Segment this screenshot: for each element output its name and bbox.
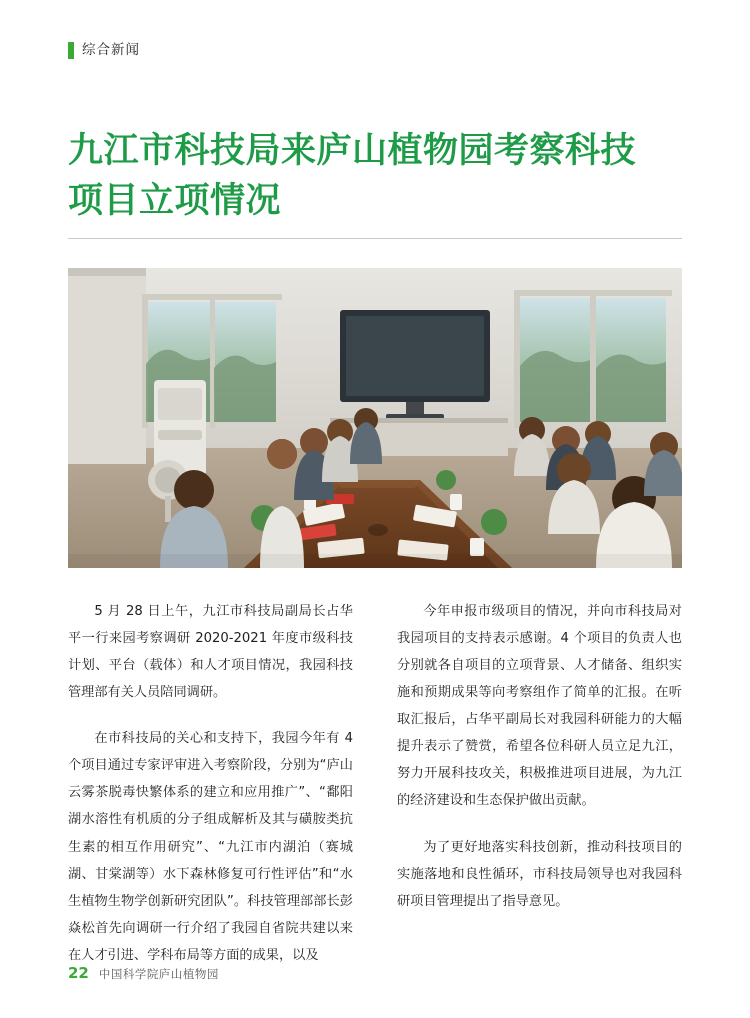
paragraph: 今年申报市级项目的情况，并向市科技局对我园项目的支持表示感谢。4 个项目的负责人也分别就各自项目的立项背景、人才储备、组织实施和预期成果等向考察组作了简单的汇报。在听取汇报后，占华平副局长对我园科研能力的大幅提升表示了赞赏，希望各位科研人员立足九江，努力开展科技攻关，积极推进项目进展，为九江的经济建设和生态保护做出贡献。: [397, 604, 682, 809]
paragraph: 5 月 28 日上午，九江市科技局副局长占华平一行来园考察调研 2020-2021 年度市级科技计划、平台（载体）和人才项目情况，我园科技管理部有关人员陪同调研。: [68, 604, 353, 701]
paragraph: 在市科技局的关心和支持下，我园今年有 4 个项目通过专家评审进入考察阶段，分别为“庐山云雾茶脱毒快繁体系的建立和应用推广”、“鄱阳湖水溶性有机质的分子组成解析及其与磺胺类抗生素的相互作用研究”、“九江市内湖泊（赛城湖、甘棠湖等）水下森林修复可行性评估”和“水生植物生物学创新研究团队”。科技管理部部长彭焱松首先向调研一行介绍了我园自省院共建以来在人才引进、学科布局等方面的成果，以及: [68, 731, 353, 963]
paragraph: 为了更好地落实科技创新，推动科技项目的实施落地和良性循环，市科技局领导也对我园科研项目管理提出了指导意见。: [397, 839, 682, 909]
page-title: 九江市科技局来庐山植物园考察科技项目立项情况: [68, 131, 637, 222]
body-column-left: [68, 598, 353, 988]
kicker-label: 综合新闻: [82, 41, 140, 58]
section-kicker: [68, 42, 140, 59]
publisher-name: 中国科学院庐山植物园: [98, 967, 219, 981]
article-body: [68, 598, 682, 988]
kicker-accent-bar: [68, 42, 74, 59]
page-number: 22: [68, 964, 89, 982]
page-footer: [68, 964, 219, 982]
article-photo: [68, 268, 682, 568]
body-column-right: [397, 598, 682, 988]
title-divider: [68, 238, 682, 239]
